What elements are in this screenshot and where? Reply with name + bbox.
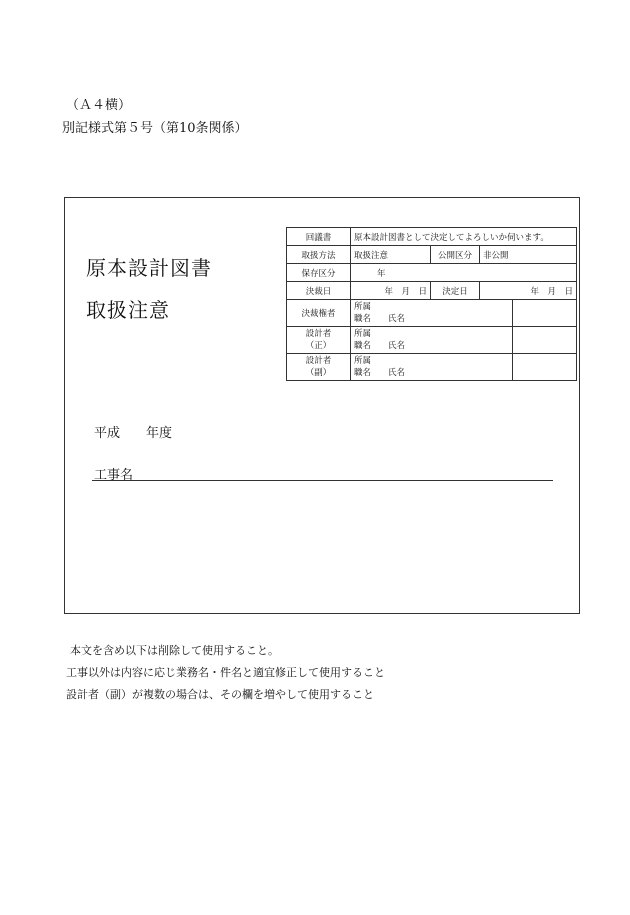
table-row bbox=[287, 354, 577, 381]
designer-label: 設計者 bbox=[305, 356, 332, 366]
era-year-label: 平成 年度 bbox=[94, 426, 173, 441]
approver-seal-cell bbox=[513, 300, 577, 327]
paper-size-label: （Ａ４横） bbox=[66, 98, 132, 113]
disclosure-value: 非公開 bbox=[480, 246, 577, 264]
affiliation-label: 所属 bbox=[354, 356, 372, 366]
decision-date-label: 決定日 bbox=[431, 282, 480, 300]
approval-date-value: 年 月 日 bbox=[351, 282, 431, 300]
approval-date-label: 決裁日 bbox=[287, 282, 351, 300]
handling-label: 取扱方法 bbox=[287, 246, 351, 264]
designer-sub-label: （副） bbox=[305, 368, 332, 378]
disclosure-label: 公開区分 bbox=[431, 246, 480, 264]
note-line-2: 工事以外は内容に応じ業務名・件名と適宜修正して使用すること bbox=[66, 666, 385, 679]
project-name-underline bbox=[92, 480, 553, 481]
approval-table bbox=[286, 227, 577, 381]
note-line-1: 本文を含め以下は削除して使用すること。 bbox=[70, 644, 279, 657]
decision-date-value: 年 月 日 bbox=[480, 282, 577, 300]
designer-label: 設計者 bbox=[305, 329, 332, 339]
position-name-label: 職名 氏名 bbox=[354, 341, 406, 351]
designer-sub-seal-cell bbox=[513, 354, 577, 381]
cover-subtitle: 取扱注意 bbox=[86, 298, 170, 322]
cover-title: 原本設計図書 bbox=[86, 256, 212, 280]
position-name-label: 職名 氏名 bbox=[354, 368, 406, 378]
affiliation-label: 所属 bbox=[354, 329, 372, 339]
table-row bbox=[287, 264, 577, 282]
approver-label: 決裁権者 bbox=[287, 300, 351, 327]
routing-text: 原本設計図書として決定してよろしいか伺います。 bbox=[351, 228, 577, 246]
handling-value: 取扱注意 bbox=[351, 246, 431, 264]
affiliation-label: 所属 bbox=[354, 302, 372, 312]
table-row bbox=[287, 282, 577, 300]
table-row bbox=[287, 300, 577, 327]
note-line-3: 設計者（副）が複数の場合は、その欄を増やして使用すること bbox=[66, 688, 374, 701]
table-row bbox=[287, 246, 577, 264]
table-row bbox=[287, 228, 577, 246]
designer-main-seal-cell bbox=[513, 327, 577, 354]
routing-label: 回議書 bbox=[287, 228, 351, 246]
project-name-label: 工事名 bbox=[94, 468, 134, 483]
form-number-label: 別記様式第５号（第10条関係） bbox=[62, 121, 248, 136]
retention-value: 年 bbox=[351, 264, 577, 282]
designer-main-label: （正） bbox=[305, 341, 332, 351]
table-row bbox=[287, 327, 577, 354]
position-name-label: 職名 氏名 bbox=[354, 314, 406, 324]
retention-label: 保存区分 bbox=[287, 264, 351, 282]
